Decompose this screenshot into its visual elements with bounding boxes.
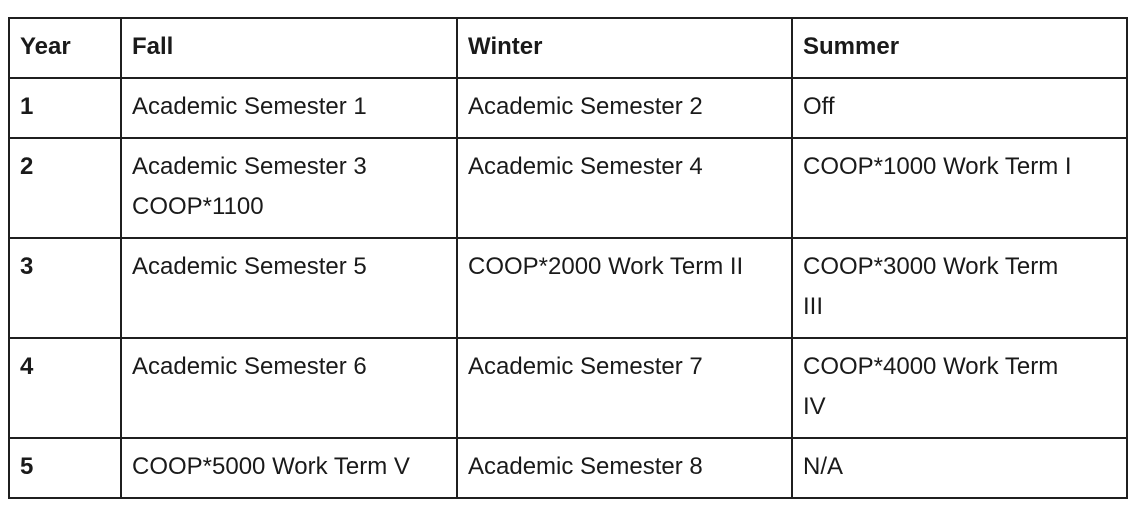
year-cell: 5 xyxy=(9,438,121,498)
coop-schedule-table xyxy=(8,17,1128,499)
year-cell: 1 xyxy=(9,78,121,138)
table-row xyxy=(9,438,1127,498)
winter-cell xyxy=(457,338,792,438)
cell-line: Off xyxy=(803,93,835,120)
fall-cell xyxy=(121,138,457,238)
summer-cell xyxy=(792,338,1127,438)
summer-cell xyxy=(792,78,1127,138)
summer-cell xyxy=(792,138,1127,238)
fall-cell xyxy=(121,338,457,438)
cell-line: COOP*2000 Work Term II xyxy=(468,253,744,280)
summer-cell xyxy=(792,438,1127,498)
fall-cell xyxy=(121,78,457,138)
cell-line: N/A xyxy=(803,453,844,480)
header-year: Year xyxy=(9,18,121,78)
cell-line: Academic Semester 5 xyxy=(132,253,367,280)
year-cell: 2 xyxy=(9,138,121,238)
winter-cell xyxy=(457,138,792,238)
summer-cell xyxy=(792,238,1127,338)
cell-line: Academic Semester 3 xyxy=(132,153,367,180)
cell-line: Academic Semester 6 xyxy=(132,353,367,380)
table-row xyxy=(9,238,1127,338)
table-row xyxy=(9,138,1127,238)
header-summer: Summer xyxy=(792,18,1127,78)
year-cell: 4 xyxy=(9,338,121,438)
cell-line: COOP*5000 Work Term V xyxy=(132,453,410,480)
cell-line: Academic Semester 4 xyxy=(468,153,703,180)
cell-line: COOP*1000 Work Term I xyxy=(803,153,1072,180)
table-header-row xyxy=(9,18,1127,78)
cell-line: Academic Semester 2 xyxy=(468,93,703,120)
cell-line: III xyxy=(803,293,824,320)
cell-line: COOP*1100 xyxy=(132,193,264,220)
header-winter: Winter xyxy=(457,18,792,78)
winter-cell xyxy=(457,78,792,138)
cell-line: Academic Semester 7 xyxy=(468,353,703,380)
table-row xyxy=(9,338,1127,438)
cell-line: Academic Semester 1 xyxy=(132,93,367,120)
cell-line: COOP*4000 Work Term xyxy=(803,353,1059,380)
fall-cell xyxy=(121,238,457,338)
table-row xyxy=(9,78,1127,138)
year-cell: 3 xyxy=(9,238,121,338)
fall-cell xyxy=(121,438,457,498)
winter-cell xyxy=(457,438,792,498)
header-fall: Fall xyxy=(121,18,457,78)
schedule-table-container xyxy=(8,17,1128,499)
cell-line: COOP*3000 Work Term xyxy=(803,253,1059,280)
cell-line: IV xyxy=(803,393,826,420)
cell-line: Academic Semester 8 xyxy=(468,453,703,480)
winter-cell xyxy=(457,238,792,338)
